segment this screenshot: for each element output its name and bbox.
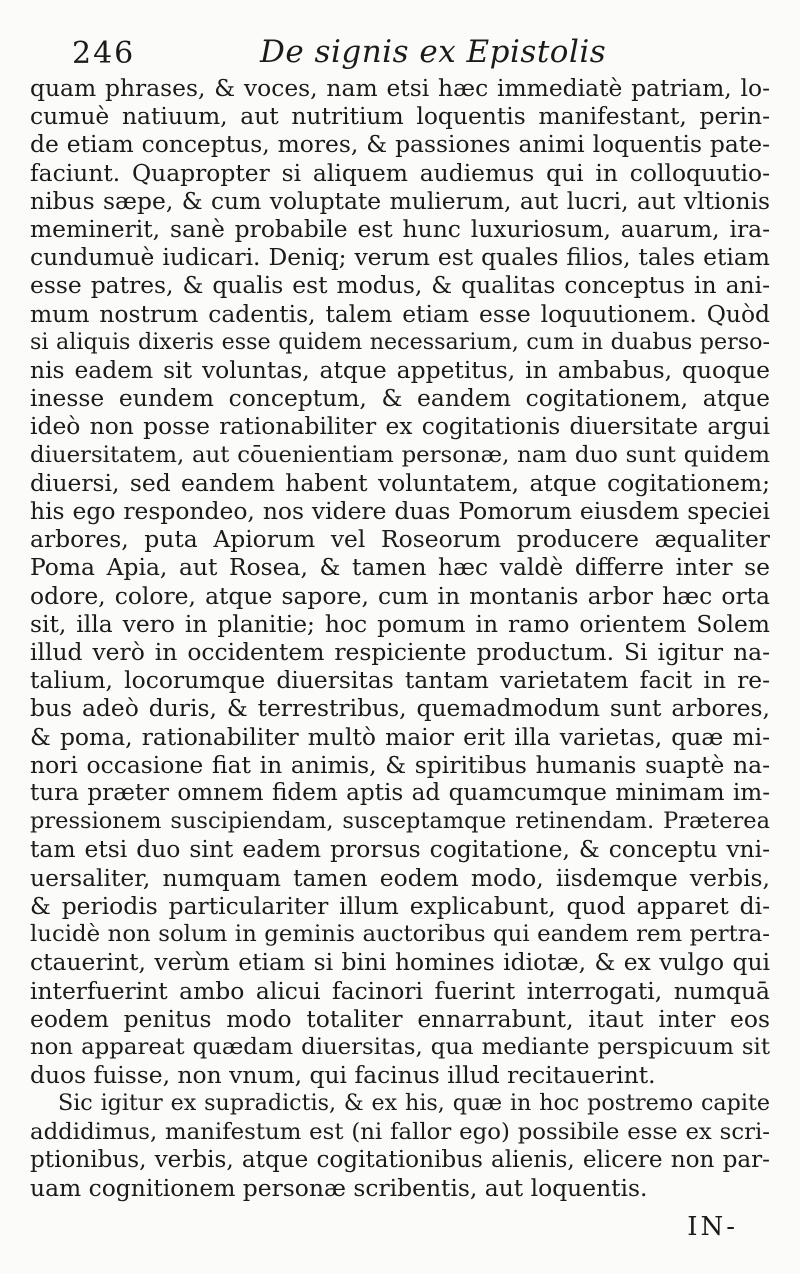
text-line: mum nostrum cadentis, talem etiam esse loquutionem. Quòd — [30, 299, 770, 328]
text-line: addidimus, manifestum est (ni fallor ego) possibile esse ex scri- — [30, 1118, 770, 1145]
text-line: uam cognitionem personæ scribentis, aut loquentis. — [30, 1173, 648, 1202]
text-line: talium, locorumque diuersitas tantam varietatem facit in re- — [30, 666, 770, 695]
text-line: si aliquis dixeris esse quidem necessarium, cum in duabus perso- — [30, 328, 770, 355]
text-line: nis eadem sit voluntas, atque appetitus, in ambabus, quoque — [30, 356, 770, 385]
text-line: cumuè natiuum, aut nutritium loquentis manifestant, perin- — [30, 102, 770, 131]
text-line: ptionibus, verbis, atque cogitationibus alienis, elicere non par- — [30, 1146, 770, 1173]
text-line: his ego respondeo, nos videre duas Pomorum eiusdem speciei — [30, 497, 770, 526]
text-line: tam etsi duo sint eadem prorsus cogitatione, & conceptu vni- — [30, 835, 770, 864]
text-line: ideò non posse rationabiliter ex cogitationis diuersitate argui — [30, 412, 770, 441]
text-line: Sic igitur ex supradictis, & ex his, quæ in hoc postremo capite — [58, 1090, 770, 1117]
paragraph — [30, 74, 770, 1089]
text-line: nori occasione fiat in animis, & spiritibus humanis suaptè na- — [30, 750, 770, 779]
text-line: odore, colore, atque sapore, cum in montanis arbor hæc orta — [30, 581, 770, 610]
text-line: interfuerint ambo alicui facinori fuerint interrogati, numquā — [30, 976, 770, 1005]
text-line: non appareat quædam diuersitas, qua mediante perspicuum sit — [30, 1033, 770, 1060]
text-line: faciunt. Quapropter si aliquem audiemus qui in colloquutio- — [30, 158, 770, 187]
text-line: arbores, puta Apiorum vel Roseorum producere æqualiter — [30, 525, 770, 554]
paragraph — [30, 1089, 770, 1202]
text-line: duos fuisse, non vnum, qui facinus illud recitauerint. — [30, 1061, 656, 1090]
text-line: pressionem suscipiendam, susceptamque retinendam. Præterea — [30, 808, 770, 835]
body-text — [30, 74, 770, 1202]
text-line: ctauerint, verùm etiam si bini homines idiotæ, & ex vulgo qui — [30, 948, 770, 977]
text-line: sit, illa vero in planitie; hoc pomum in ramo orientem Solem — [30, 609, 770, 638]
catchword: IN- — [687, 1212, 738, 1242]
text-line: meminerit, sanè probabile est hunc luxuriosum, auarum, ira- — [30, 215, 770, 244]
text-line: cundumuè iudicari. Deniq; verum est quales filios, tales etiam — [30, 243, 770, 272]
text-line: bus adeò duris, & terrestribus, quemadmodum sunt arbores, — [30, 694, 770, 723]
text-line: & periodis particulariter illum explicabunt, quod apparet di- — [30, 891, 770, 920]
running-head: De signis ex Epistolis — [260, 34, 607, 70]
text-line: illud verò in occidentem respiciente productum. Si igitur na- — [30, 638, 770, 667]
text-line: de etiam conceptus, mores, & passiones animi loquentis pate- — [30, 130, 770, 159]
text-line: diuersitatem, aut cōuenientiam personæ, nam duo sunt quidem — [30, 441, 770, 468]
text-line: tura præter omnem fidem aptis ad quamcumque minimam im- — [30, 780, 770, 807]
text-line: inesse eundem conceptum, & eandem cogitationem, atque — [30, 384, 770, 413]
text-line: uersaliter, numquam tamen eodem modo, iisdemque verbis, — [30, 863, 770, 892]
text-line: nibus sæpe, & cum voluptate mulierum, aut lucri, aut vltionis — [30, 186, 770, 215]
text-line: lucidè non solum in geminis auctoribus qui eandem rem pertra- — [30, 921, 770, 948]
text-line: & poma, rationabiliter multò maior erit illa varietas, quæ mi- — [30, 722, 770, 751]
page-number: 246 — [72, 36, 136, 71]
text-line: eodem penitus modo totaliter ennarrabunt, itaut inter eos — [30, 1004, 770, 1033]
text-line: esse patres, & qualis est modus, & qualitas conceptus in ani- — [30, 271, 770, 300]
text-line: quam phrases, & voces, nam etsi hæc immediatè patriam, lo- — [30, 74, 770, 102]
text-line: diuersi, sed eandem habent voluntatem, atque cogitationem; — [30, 468, 770, 497]
text-line: Poma Apia, aut Rosea, & tamen hæc valdè differre inter se — [30, 553, 770, 582]
page-header — [72, 30, 760, 80]
